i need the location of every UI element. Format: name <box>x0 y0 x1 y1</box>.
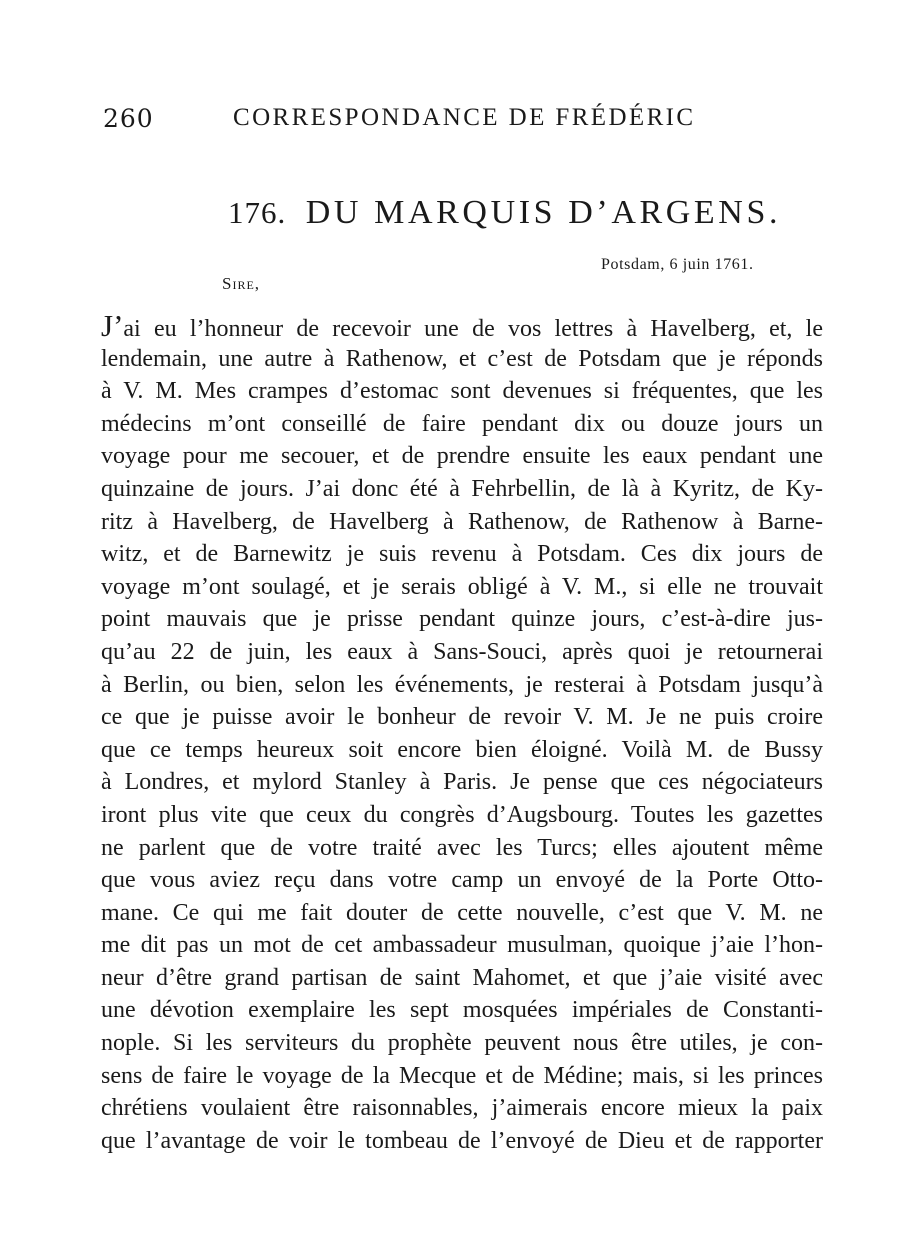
body-line: voyage pour me secouer, et de prendre ensuite les eaux pendant une <box>101 443 823 470</box>
body-line: sens de faire le voyage de la Mecque et de Médine; mais, si les princes <box>101 1062 823 1089</box>
body-line: J’ai eu l’honneur de recevoir une de vos lettres à Havelberg, et, le <box>101 308 823 343</box>
body-line: ritz à Havelberg, de Havelberg à Rathenow, de Rathenow à Barne- <box>101 508 823 535</box>
body-line: ne parlent que de votre traité avec les Turcs; elles ajoutent même <box>101 834 823 861</box>
letter-author: DU MARQUIS D’ARGENS. <box>305 194 782 231</box>
running-head: CORRESPONDANCE DE FRÉDÉRIC <box>233 104 696 131</box>
body-line: nople. Si les serviteurs du prophète peuvent nous être utiles, je con- <box>101 1030 823 1057</box>
body-line: witz, et de Barnewitz je suis revenu à Potsdam. Ces dix jours de <box>101 541 823 568</box>
body-line: qu’au 22 de juin, les eaux à Sans-Souci, après quoi je retournerai <box>101 638 823 665</box>
body-line: mane. Ce qui me fait douter de cette nouvelle, c’est que V. M. ne <box>101 899 823 926</box>
page-number: 260 <box>103 104 154 133</box>
body-line: voyage m’ont soulagé, et je serais obligé à V. M., si elle ne trouvait <box>101 573 823 600</box>
salutation: Sire, <box>222 274 261 293</box>
dateline: Potsdam, 6 juin 1761. <box>601 256 754 273</box>
body-line: ce que je puisse avoir le bonheur de revoir V. M. Je ne puis croire <box>101 704 823 731</box>
body-line: neur d’être grand partisan de saint Mahomet, et que j’aie visité avec <box>101 964 823 991</box>
body-line: que l’avantage de voir le tombeau de l’envoyé de Dieu et de rapporter <box>101 1127 823 1154</box>
body-line: point mauvais que je prisse pendant quinze jours, c’est-à-dire jus- <box>101 606 823 633</box>
body-line: me dit pas un mot de cet ambassadeur musulman, quoique j’aie l’hon- <box>101 932 823 959</box>
body-line: lendemain, une autre à Rathenow, et c’est de Potsdam que je réponds <box>101 345 823 372</box>
body-line: une dévotion exemplaire les sept mosquées impériales de Constanti- <box>101 997 823 1024</box>
body-line: à V. M. Mes crampes d’estomac sont devenues si fréquentes, que les <box>101 378 823 405</box>
body-line: à Londres, et mylord Stanley à Paris. Je pense que ces négociateurs <box>101 769 823 796</box>
body-line: que ce temps heureux soit encore bien éloigné. Voilà M. de Bussy <box>101 736 823 763</box>
body-line: iront plus vite que ceux du congrès d’Augsbourg. Toutes les gazettes <box>101 801 823 828</box>
letter-title <box>228 194 781 232</box>
body-line: quinzaine de jours. J’ai donc été à Fehrbellin, de là à Kyritz, de Ky- <box>101 475 823 502</box>
body-line: que vous aviez reçu dans votre camp un envoyé de la Porte Otto- <box>101 867 823 894</box>
letter-number: 176. <box>228 195 287 230</box>
body-line: médecins m’ont conseillé de faire pendant dix ou douze jours un <box>101 410 823 437</box>
body-line: à Berlin, ou bien, selon les événements, je resterai à Potsdam jusqu’à <box>101 671 823 698</box>
letter-body <box>101 310 823 1157</box>
body-line: chrétiens voulaient être raisonnables, j’aimerais encore mieux la paix <box>101 1095 823 1122</box>
